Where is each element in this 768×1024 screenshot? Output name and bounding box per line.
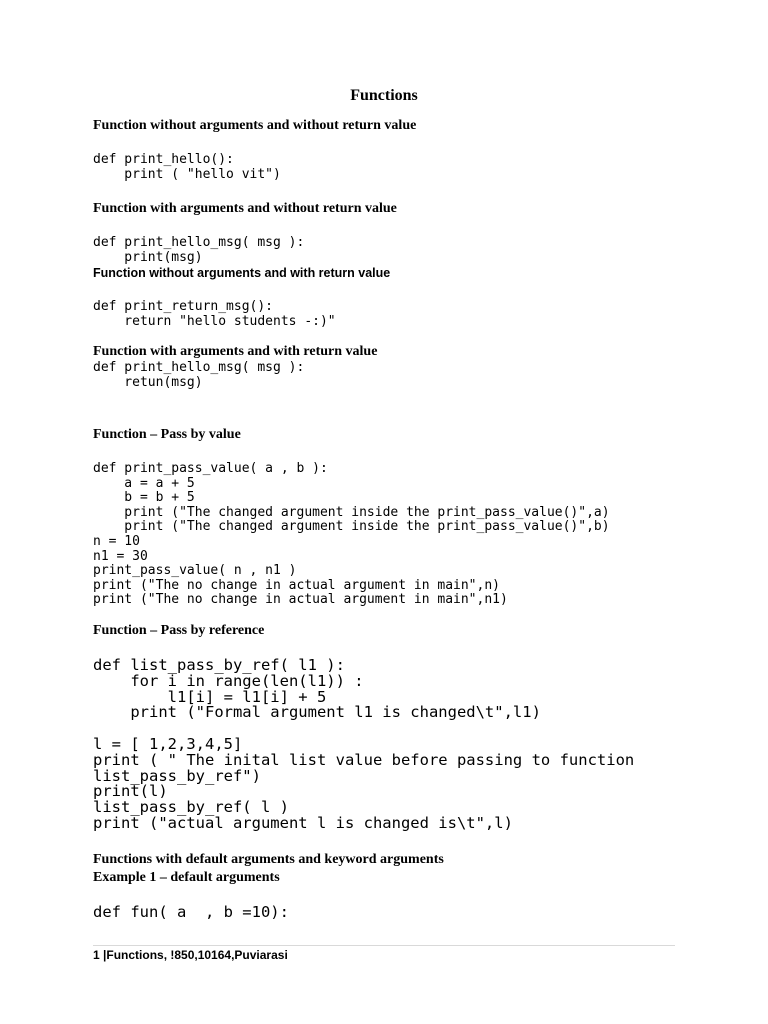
section-heading-args-return: Function with arguments and with return value: [93, 344, 378, 359]
section-heading-pass-by-reference: Function – Pass by reference: [93, 623, 265, 638]
footer-divider: [93, 945, 675, 946]
section-heading-no-args-no-return: Function without arguments and without return value: [93, 118, 417, 133]
page-title: Functions: [350, 87, 418, 104]
section-heading-args-no-return: Function with arguments and without return value: [93, 201, 397, 216]
section-heading-pass-by-value: Function – Pass by value: [93, 427, 241, 442]
code-block-pass-by-reference-main: l = [ 1,2,3,4,5] print ( " The inital list value before passing to function list_pass_by_ref") print(l) list_pass_by_ref( l ) print ("actual argument l is changed is\t",l): [93, 735, 635, 832]
section-subheading-example-1: Example 1 – default arguments: [93, 870, 280, 885]
code-block-args-return: def print_hello_msg( msg ): retun(msg): [93, 360, 305, 390]
code-block-pass-by-reference: def list_pass_by_ref( l1 ): for i in range(len(l1)) : l1[i] = l1[i] + 5 print ("Formal argument l1 is changed\t",l1): [93, 656, 541, 722]
code-block-args-no-return: def print_hello_msg( msg ): print(msg): [93, 235, 305, 265]
code-block-pass-by-value: def print_pass_value( a , b ): a = a + 5 b = b + 5 print ("The changed argument inside the print_pass_value()",a) print ("The changed argument inside the print_pass_value()",b) n = 10 n1 = 30 print_pass_value( n , n1 ) print ("The no change in actual argument in main",n) print ("The no change in actual argument in main",n1): [93, 461, 610, 608]
code-block-no-args-no-return: def print_hello(): print ( "hello vit"): [93, 152, 281, 182]
section-heading-default-args: Functions with default arguments and keyword arguments: [93, 852, 444, 867]
code-block-no-args-return: def print_return_msg(): return "hello students -:)": [93, 299, 336, 329]
page-footer: 1 |Functions, !850,10164,Puviarasi: [93, 948, 288, 962]
code-block-default-args: def fun( a , b =10):: [93, 903, 289, 921]
section-heading-no-args-return: Function without arguments and with return value: [93, 266, 391, 280]
